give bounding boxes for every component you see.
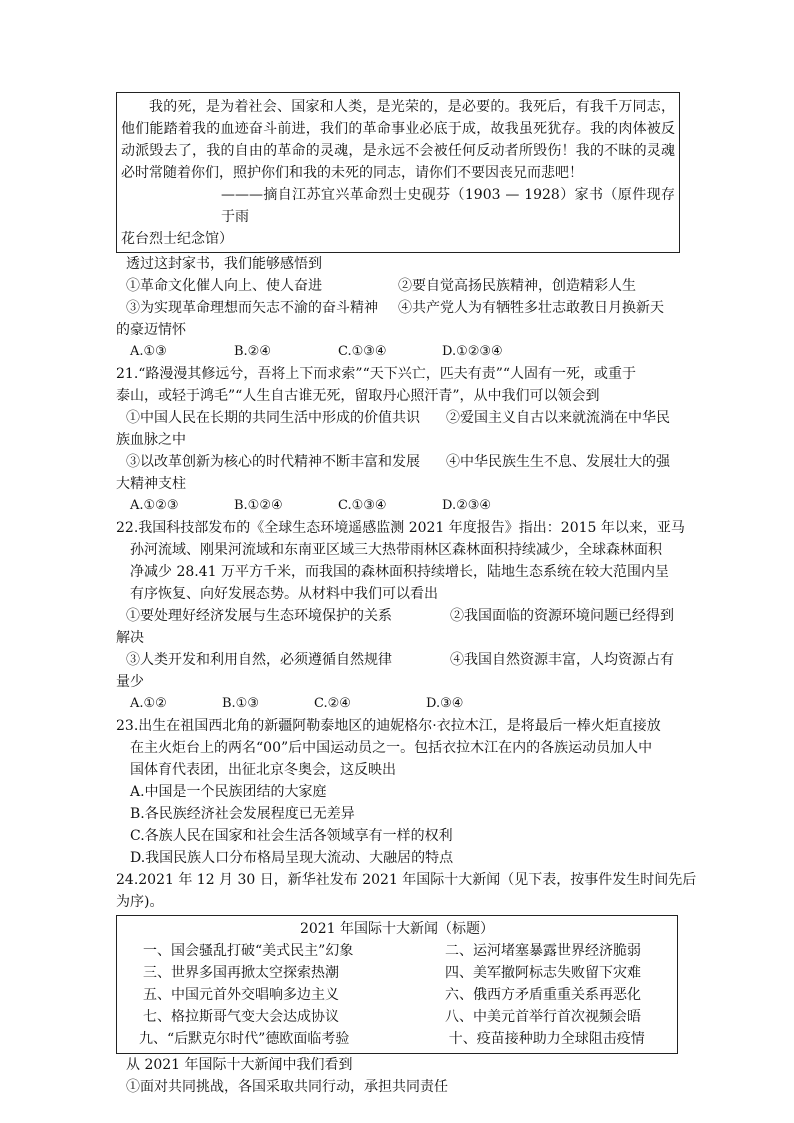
question-20 [116, 253, 680, 363]
q20-choice-c[interactable]: C.①③④ [338, 344, 387, 359]
q23-option-b[interactable]: B.各民族经济社会发展程度已无差异 [130, 806, 355, 822]
q21-choice-d[interactable]: D.②③④ [442, 498, 492, 513]
news-row [117, 940, 677, 962]
q20-options-row2 [116, 297, 680, 319]
q22-stem-cont: 净减少 28.41 万平方千米，而我国的森林面积持续增长，陆地生态系统在较大范围内呈 [130, 564, 669, 580]
q22-option-2-cont: 解决 [116, 630, 144, 646]
q21-options-row2 [116, 451, 680, 473]
q20-option-4-cont: 的豪迈情怀 [116, 322, 186, 338]
news-table-title: 2021 年国际十大新闻（标题） [299, 921, 495, 937]
quote-box [116, 92, 680, 253]
q22-choice-c[interactable]: C.②④ [314, 696, 351, 711]
q21-option-2-cont: 族血脉之中 [116, 432, 186, 448]
q21-option-1: ①中国人民在长期的共同生活中形成的价值共识 [126, 410, 420, 426]
q24-stem: 24.2021 年 12 月 30 日，新华社发布 2021 年国际十大新闻（见下表，按事件发生时间先后 [116, 872, 697, 888]
quote-source-cont: 花台烈士纪念馆） [121, 231, 233, 247]
quote-line: 动派毁去了，我的自由的革命的灵魂，是永远不会被任何反动者所毁伤！我的不昧的灵魂 [121, 143, 675, 159]
news-item: 五、中国元首外交唱响多边主义 [143, 987, 339, 1003]
q23-stem: 23.出生在祖国西北角的新疆阿勒泰地区的迪妮格尔·衣拉木江，是将最后一棒火炬直接放 [116, 718, 661, 734]
news-item: 一、国会骚乱打破“美式民主”幻象 [143, 943, 354, 959]
q21-options-row1 [116, 407, 680, 429]
q22-stem-cont: 孙河流域、刚果河流域和东南亚区域三大热带雨林区森林面积持续减少，全球森林面积 [130, 542, 662, 558]
news-item: 八、中美元首举行首次视频会晤 [445, 1009, 641, 1025]
q24-stem-cont: 为序)。 [116, 894, 164, 910]
q21-option-4-cont: 大精神支柱 [116, 476, 186, 492]
q22-stem-cont: 有序恢复、向好发展态势。从材料中我们可以看出 [130, 586, 438, 602]
q20-choice-a[interactable]: A.①③ [130, 344, 167, 359]
q20-option-3: ③为实现革命理想而矢志不渝的奋斗精神 [126, 300, 378, 316]
q20-choice-b[interactable]: B.②④ [234, 344, 271, 359]
news-item: 二、运河堵塞暴露世界经济脆弱 [445, 943, 641, 959]
q22-options-row2 [116, 649, 680, 671]
q23-stem-cont: 在主火炬台上的两名“00”后中国运动员之一。包括衣拉木江在内的各族运动员加人中 [130, 740, 653, 756]
q20-choice-d[interactable]: D.①②③④ [442, 344, 503, 359]
news-item: 九、“后默克尔时代”德欧面临考验 [139, 1031, 350, 1047]
q21-choice-a[interactable]: A.①②③ [130, 498, 179, 513]
news-item: 七、格拉斯哥气变大会达成协议 [143, 1009, 339, 1025]
question-22 [116, 517, 685, 715]
quote-line: 他们能踏着我的血迹奋斗前进，我们的革命事业必底于成，故我虽死犹存。我的肉体被反 [121, 121, 675, 137]
q21-stem: 21.“路漫漫其修远兮，吾将上下而求索”“天下兴亡，匹夫有责”“人固有一死，或重于 [116, 366, 637, 382]
q22-option-4-cont: 量少 [116, 674, 144, 690]
q22-options-row1 [116, 605, 680, 627]
q24-option-1: ①面对共同挑战，各国采取共同行动，承担共同责任 [126, 1079, 448, 1095]
q21-option-2: ②爱国主义自古以来就流淌在中华民 [446, 410, 670, 426]
q21-choices [116, 495, 680, 517]
news-item: 十、疫苗接种助力全球阻击疫情 [448, 1031, 645, 1047]
q23-option-c[interactable]: C.各族人民在国家和社会生活各领域享有一样的权利 [130, 828, 453, 844]
q22-option-4: ④我国自然资源丰富，人均资源占有 [450, 652, 674, 668]
q22-choice-a[interactable]: A.①② [130, 696, 167, 711]
q20-option-1: ①革命文化催人向上、使人奋进 [126, 278, 322, 294]
q21-option-4: ④中华民族生生不息、发展壮大的强 [446, 454, 670, 470]
news-table [116, 915, 678, 1054]
quote-line: 必时常随着你们，照护你们和我的未死的同志，请你们不要因丧兄而悲吧！ [121, 165, 583, 181]
q21-choice-b[interactable]: B.①②④ [234, 498, 283, 513]
q20-choices [116, 341, 680, 363]
news-item: 六、俄西方矛盾重重关系再恶化 [445, 987, 641, 1003]
q23-stem-cont: 国体育代表团，出征北京冬奥会，这反映出 [130, 762, 396, 778]
q21-choice-c[interactable]: C.①③④ [338, 498, 387, 513]
news-row [117, 1028, 677, 1050]
q22-option-2: ②我国面临的资源环境问题已经得到 [450, 608, 674, 624]
q22-choice-b[interactable]: B.①③ [222, 696, 259, 711]
question-21 [116, 363, 680, 517]
q21-option-3: ③以改革创新为核心的时代精神不断丰富和发展 [126, 454, 420, 470]
q20-option-4: ④共产党人为有牺牲多壮志敢教日月换新天 [398, 300, 664, 316]
news-row [117, 984, 677, 1006]
q24-prompt: 从 2021 年国际十大新闻中我们看到 [126, 1057, 353, 1073]
q22-option-3: ③人类开发和利用自然，必须遵循自然规律 [126, 652, 392, 668]
news-item: 三、世界多国再掀太空探索热潮 [143, 965, 339, 981]
question-23 [116, 715, 680, 869]
q23-option-d[interactable]: D.我国民族人口分布格局呈现大流动、大融居的特点 [130, 850, 454, 866]
quote-line: 我的死，是为着社会、国家和人类，是光荣的，是必要的。我死后，有我千万同志， [149, 99, 675, 115]
q20-option-2: ②要自觉高扬民族精神，创造精彩人生 [398, 278, 636, 294]
q22-choice-d[interactable]: D.③④ [426, 696, 464, 711]
quote-source: ———摘自江苏宜兴革命烈士史砚芬（1903 — 1928）家书（原件现存于雨 [221, 187, 675, 225]
question-24 [116, 869, 697, 1098]
q21-stem-cont: 泰山，或轻于鸿毛”“人生自古谁无死，留取丹心照汗青”，从中我们可以领会到 [116, 388, 600, 404]
news-item: 四、美军撤阿标志失败留下灾难 [445, 965, 641, 981]
q22-choices [116, 693, 680, 715]
news-row [117, 962, 677, 984]
quote-text [121, 96, 675, 184]
news-row [117, 1006, 677, 1028]
q22-stem: 22.我国科技部发布的《全球生态环境遥感监测 2021 年度报告》指出：2015 年以来，亚马 [116, 520, 685, 536]
q23-option-a[interactable]: A.中国是一个民族团结的大家庭 [130, 784, 327, 800]
q20-stem: 透过这封家书，我们能够感悟到 [126, 256, 322, 272]
q20-options-row1 [116, 275, 680, 297]
q22-option-1: ①要处理好经济发展与生态环境保护的关系 [126, 608, 392, 624]
exam-page [116, 92, 697, 1098]
